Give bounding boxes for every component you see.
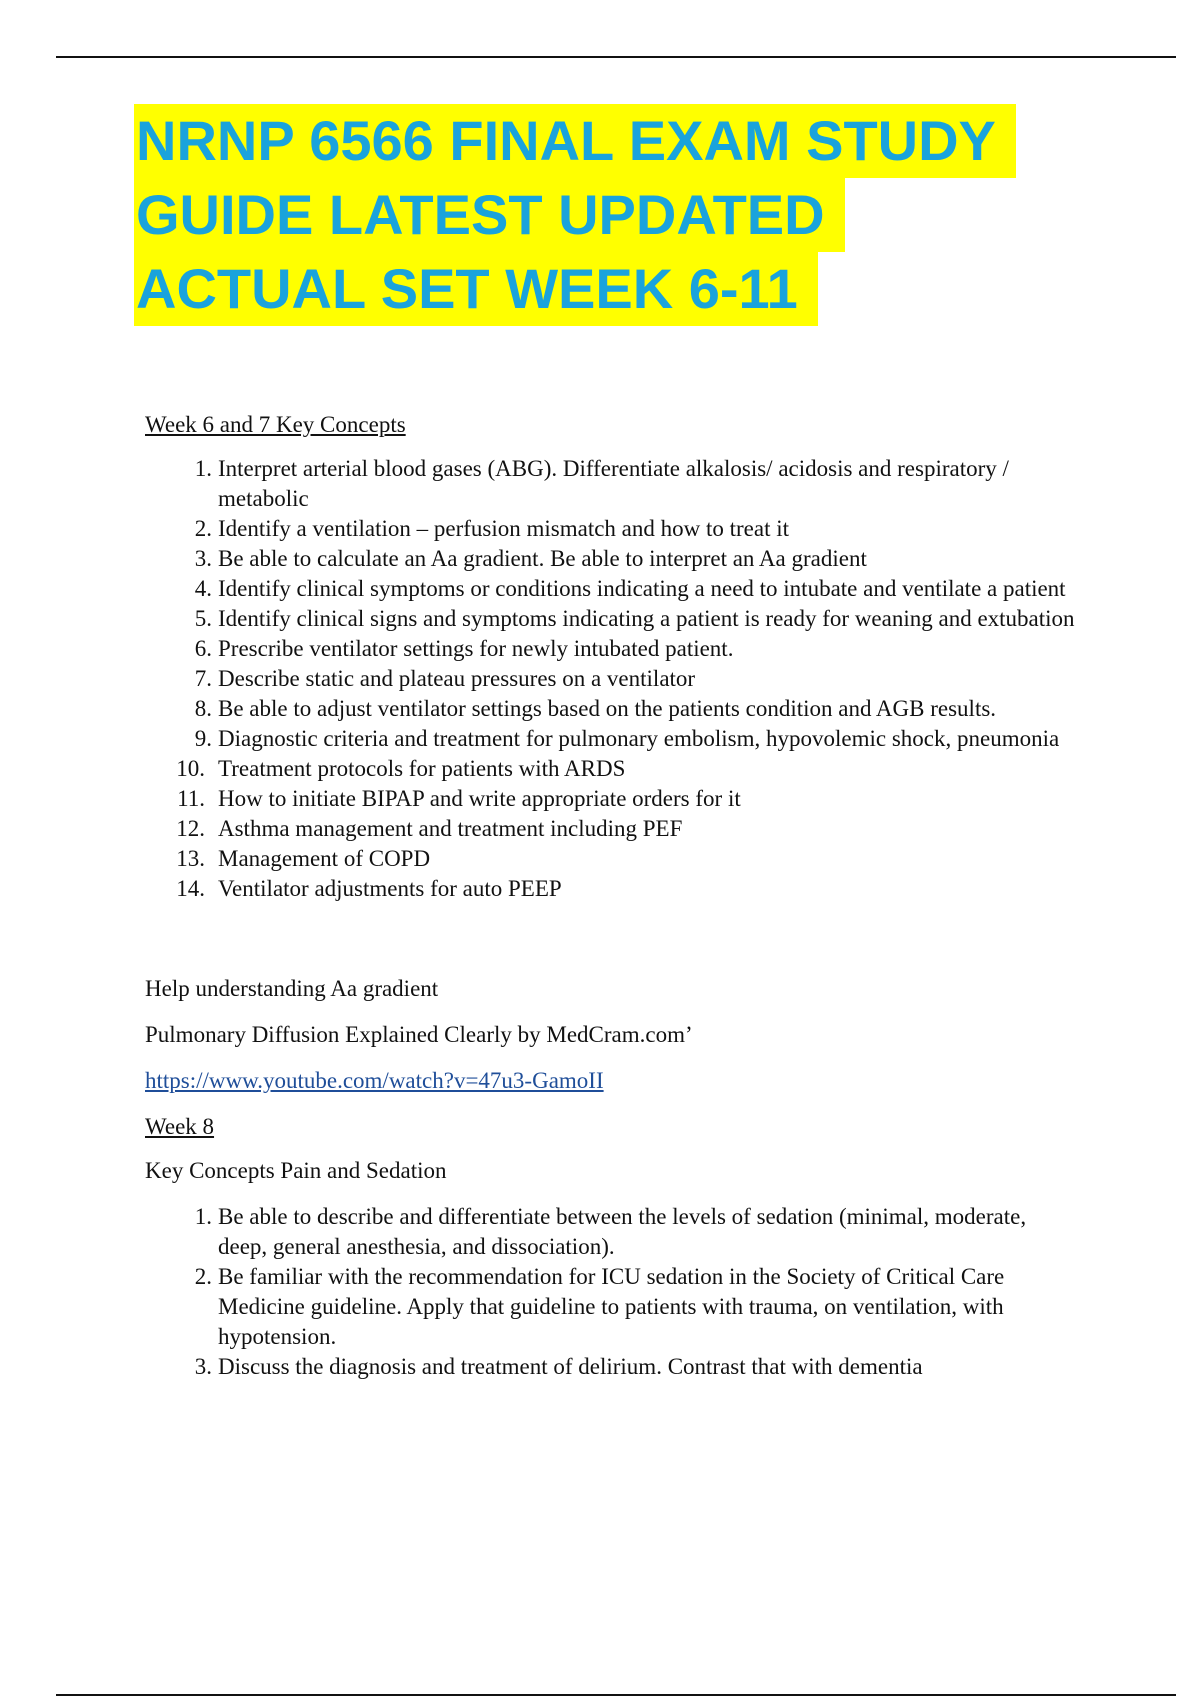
youtube-link[interactable]: https://www.youtube.com/watch?v=47u3-GamoII xyxy=(145,1068,604,1093)
video-title: Pulmonary Diffusion Explained Clearly by MedCram.com’ xyxy=(145,1022,693,1047)
list-item: Identify a ventilation – perfusion mismatch and how to treat it xyxy=(218,516,790,541)
aa-gradient-help-text: Help understanding Aa gradient xyxy=(145,976,439,1001)
top-rule xyxy=(56,56,1176,58)
week8-concept-list xyxy=(145,1202,1075,1382)
list-item: Management of COPD xyxy=(218,846,431,871)
list-item: Interpret arterial blood gases (ABG). Differentiate alkalosis/ acidosis and respiratory / metabolic xyxy=(218,456,1009,511)
list-item: How to initiate BIPAP and write appropriate orders for it xyxy=(218,786,741,811)
list-item: Asthma management and treatment including PEF xyxy=(218,816,683,841)
week8-heading: Week 8 xyxy=(145,1114,215,1139)
bottom-rule xyxy=(56,1694,1176,1696)
list-item: Be familiar with the recommendation for ICU sedation in the Society of Critical Care Medicine guideline. Apply that guideline to patients with trauma, on ventilation, with hypotension. xyxy=(218,1264,1005,1349)
title-line: GUIDE LATEST UPDATED xyxy=(134,178,845,252)
list-item: Prescribe ventilator settings for newly intubated patient. xyxy=(218,636,734,661)
list-item: Be able to describe and differentiate between the levels of sedation (minimal, moderate, deep, general anesthesia, and dissociation). xyxy=(218,1204,1027,1259)
list-item: Discuss the diagnosis and treatment of delirium. Contrast that with dementia xyxy=(218,1354,923,1379)
list-item: Be able to calculate an Aa gradient. Be able to interpret an Aa gradient xyxy=(218,546,867,571)
list-item: Describe static and plateau pressures on a ventilator xyxy=(218,666,696,691)
list-item: Identify clinical symptoms or conditions indicating a need to intubate and ventilate a patient xyxy=(218,576,1066,601)
document-body xyxy=(145,410,1075,1382)
list-item: Be able to adjust ventilator settings based on the patients condition and AGB results. xyxy=(218,696,997,721)
list-item: Identify clinical signs and symptoms indicating a patient is ready for weaning and extubation xyxy=(218,606,1075,631)
week8-subheading: Key Concepts Pain and Sedation xyxy=(145,1158,447,1183)
list-item: Diagnostic criteria and treatment for pulmonary embolism, hypovolemic shock, pneumonia xyxy=(218,726,1060,751)
list-item: Treatment protocols for patients with ARDS xyxy=(218,756,626,781)
week67-concept-list xyxy=(145,454,1075,904)
title-line: NRNP 6566 FINAL EXAM STUDY xyxy=(134,104,1016,178)
document-title xyxy=(134,104,1114,326)
week67-heading: Week 6 and 7 Key Concepts xyxy=(145,412,406,437)
title-line: ACTUAL SET WEEK 6-11 xyxy=(134,252,818,326)
list-item: Ventilator adjustments for auto PEEP xyxy=(218,876,562,901)
